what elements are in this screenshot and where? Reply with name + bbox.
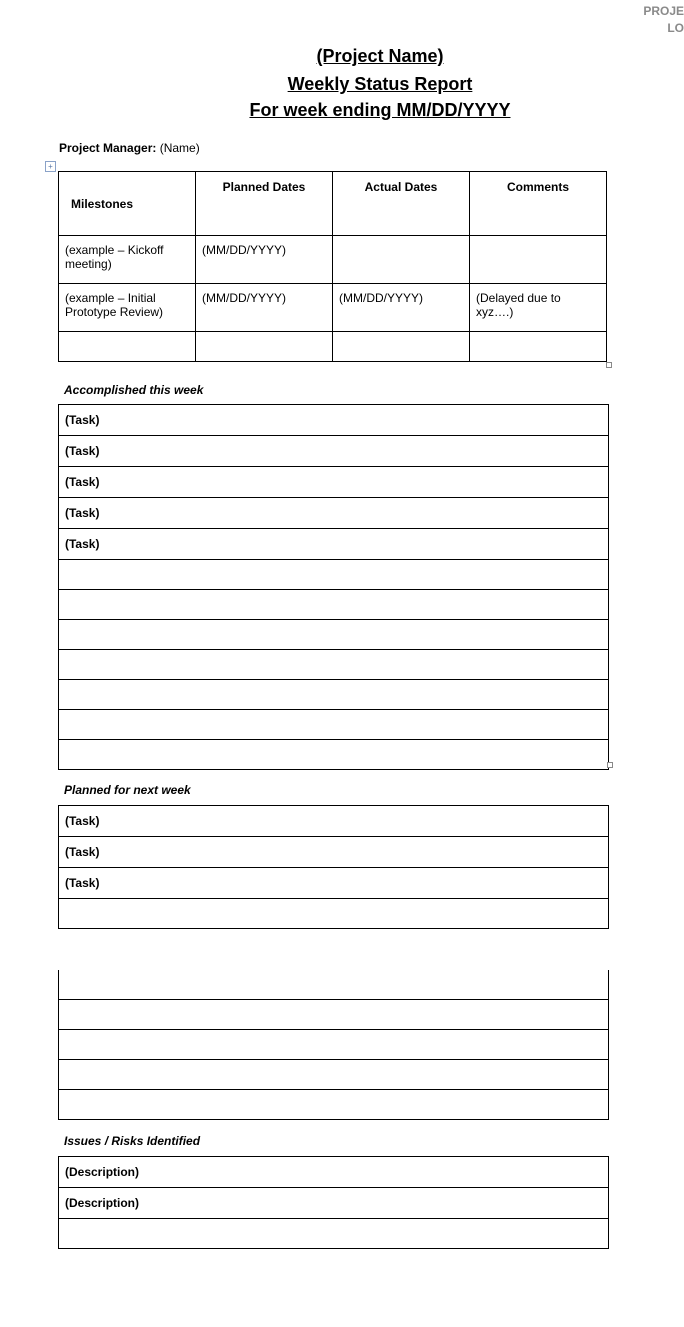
task-cell[interactable]: (Task)	[59, 837, 609, 868]
task-cell[interactable]	[59, 680, 609, 710]
actual-date-cell[interactable]	[333, 332, 470, 362]
project-manager-label: Project Manager:	[59, 141, 157, 155]
table-row	[59, 868, 609, 899]
task-cell[interactable]	[59, 710, 609, 740]
milestone-cell[interactable]: (example – Initial Prototype Review)	[59, 284, 196, 332]
table-row	[59, 560, 609, 590]
project-manager-value: (Name)	[159, 141, 200, 155]
table-row	[59, 405, 609, 436]
company-logo	[624, 3, 684, 37]
table-row	[59, 650, 609, 680]
task-cell[interactable]	[59, 899, 609, 929]
table-row	[59, 837, 609, 868]
week-ending-title: For week ending MM/DD/YYYY	[249, 100, 511, 120]
task-cell[interactable]	[59, 970, 609, 1000]
description-cell[interactable]	[59, 1219, 609, 1249]
task-cell[interactable]	[59, 650, 609, 680]
project-manager-line	[59, 141, 200, 155]
table-row	[59, 332, 607, 362]
table-row	[59, 1060, 609, 1090]
task-cell[interactable]	[59, 1000, 609, 1030]
table-resize-handle[interactable]	[607, 762, 613, 768]
project-name-title: (Project Name)	[316, 46, 444, 66]
task-cell[interactable]: (Task)	[59, 868, 609, 899]
task-cell[interactable]	[59, 620, 609, 650]
actual-date-cell[interactable]	[333, 236, 470, 284]
table-row	[59, 284, 607, 332]
logo-line-1: PROJE	[643, 4, 684, 18]
table-row	[59, 1188, 609, 1219]
table-row	[59, 970, 609, 1000]
milestone-cell[interactable]: (example – Kickoff meeting)	[59, 236, 196, 284]
planned-date-cell[interactable]: (MM/DD/YYYY)	[196, 236, 333, 284]
description-cell[interactable]: (Description)	[59, 1157, 609, 1188]
issues-section-title: Issues / Risks Identified	[64, 1134, 201, 1148]
actual-dates-header: Actual Dates	[333, 172, 470, 236]
table-resize-handle[interactable]	[606, 362, 612, 368]
planned-table	[58, 805, 609, 929]
milestones-header: Milestones	[59, 172, 196, 236]
table-row	[59, 590, 609, 620]
task-cell[interactable]: (Task)	[59, 467, 609, 498]
comments-header: Comments	[470, 172, 607, 236]
task-cell[interactable]	[59, 1060, 609, 1090]
table-row	[59, 1090, 609, 1120]
task-cell[interactable]	[59, 740, 609, 770]
task-cell[interactable]: (Task)	[59, 806, 609, 837]
accomplished-section-title: Accomplished this week	[64, 383, 204, 397]
planned-table-continued	[58, 970, 609, 1120]
planned-date-cell[interactable]: (MM/DD/YYYY)	[196, 284, 333, 332]
task-cell[interactable]: (Task)	[59, 436, 609, 467]
task-cell[interactable]: (Task)	[59, 498, 609, 529]
table-row	[59, 620, 609, 650]
table-row	[59, 1030, 609, 1060]
table-row	[59, 710, 609, 740]
planned-date-cell[interactable]	[196, 332, 333, 362]
task-cell[interactable]	[59, 1030, 609, 1060]
table-row	[59, 436, 609, 467]
task-cell[interactable]: (Task)	[59, 405, 609, 436]
accomplished-table	[58, 404, 609, 770]
task-cell[interactable]	[59, 560, 609, 590]
table-move-handle-icon[interactable]: +	[45, 161, 56, 172]
milestone-cell[interactable]	[59, 332, 196, 362]
report-title: Weekly Status Report	[287, 74, 473, 94]
task-cell[interactable]	[59, 590, 609, 620]
table-row	[59, 806, 609, 837]
logo-line-2: LO	[667, 21, 684, 35]
planned-dates-header: Planned Dates	[196, 172, 333, 236]
table-row	[59, 1219, 609, 1249]
planned-section-title: Planned for next week	[64, 783, 191, 797]
table-row	[59, 236, 607, 284]
table-row	[59, 740, 609, 770]
task-cell[interactable]	[59, 1090, 609, 1120]
milestones-table	[58, 171, 607, 362]
comment-cell[interactable]: (Delayed due to xyz….)	[470, 284, 607, 332]
table-row	[59, 1000, 609, 1030]
comment-cell[interactable]	[470, 332, 607, 362]
description-cell[interactable]: (Description)	[59, 1188, 609, 1219]
table-row	[59, 1157, 609, 1188]
table-row	[59, 467, 609, 498]
table-row	[59, 680, 609, 710]
milestones-header-row	[59, 172, 607, 236]
table-row	[59, 529, 609, 560]
task-cell[interactable]: (Task)	[59, 529, 609, 560]
actual-date-cell[interactable]: (MM/DD/YYYY)	[333, 284, 470, 332]
table-row	[59, 498, 609, 529]
comment-cell[interactable]	[470, 236, 607, 284]
issues-table	[58, 1156, 609, 1249]
table-row	[59, 899, 609, 929]
